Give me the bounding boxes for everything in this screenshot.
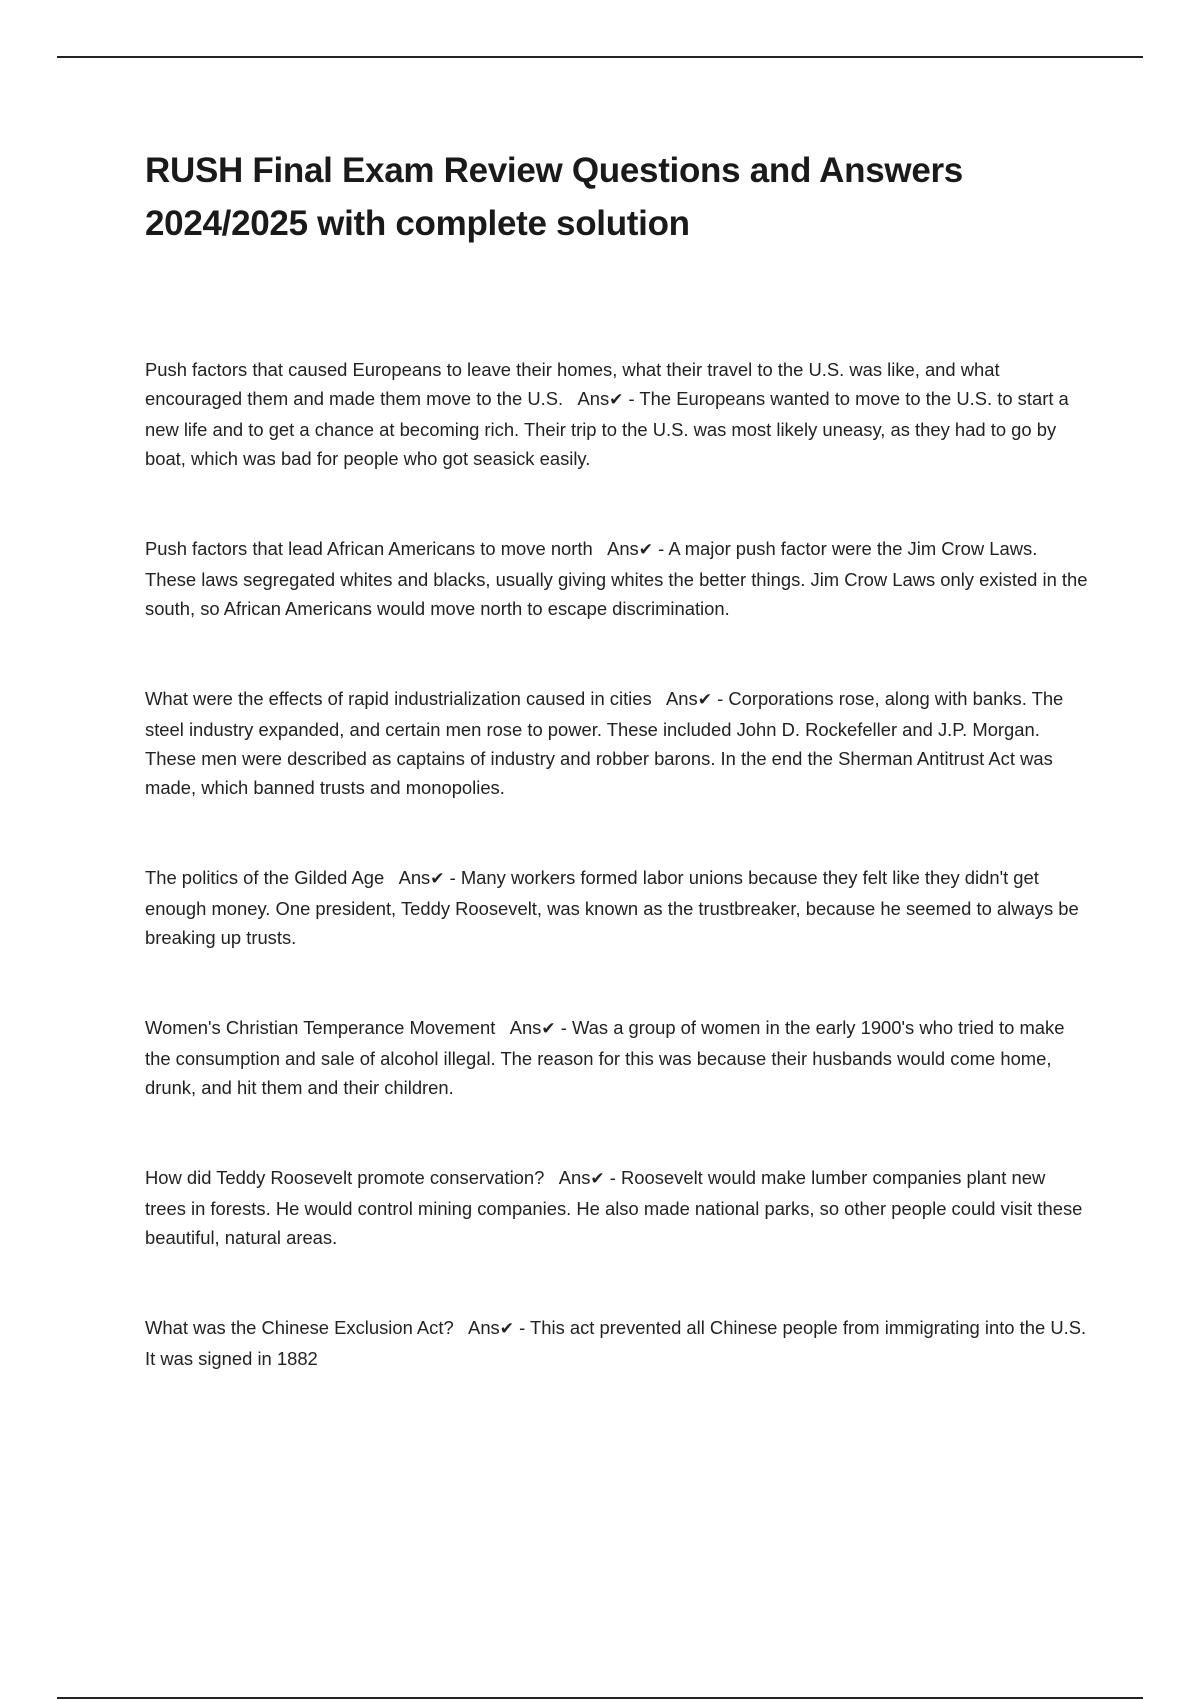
checkmark-icon: ✔	[590, 1169, 605, 1189]
checkmark-icon: ✔	[430, 869, 445, 889]
answer-text: Was a group of women in the early 1900's who tried to make the consumption and sale of alcohol illegal. The reason for this was because their husbands would come home, drunk, and hit them and their children.	[145, 1017, 1065, 1098]
checkmark-icon: ✔	[697, 690, 712, 710]
answer-text: A major push factor were the Jim Crow Laws. These laws segregated whites and blacks, usually giving whites the better things. Jim Crow Laws only existed in the south, so African Americans would move north to escape discrimination.	[145, 538, 1088, 619]
checkmark-icon: ✔	[638, 540, 654, 560]
answer-dash: -	[623, 388, 640, 409]
question-text: What was the Chinese Exclusion Act?	[145, 1317, 454, 1338]
bottom-rule	[57, 1697, 1143, 1699]
answer-label: Ans	[468, 1317, 500, 1338]
checkmark-icon: ✔	[541, 1019, 556, 1039]
top-rule	[57, 56, 1143, 58]
answer-label: Ans	[398, 867, 431, 888]
answer-text: Many workers formed labor unions because they felt like they didn't get enough money. One president, Teddy Roosevelt, was known as the trustbreaker, because he seemed to always be breaking up trusts.	[145, 867, 1079, 948]
question-text: Push factors that caused Europeans to leave their homes, what their travel to the U.S. was like, and what encouraged them and made them move to the U.S.	[145, 359, 1000, 409]
answer-text: This act prevented all Chinese people from immigrating into the U.S. It was signed in 1882	[145, 1317, 1087, 1369]
answer-text: Roosevelt would make lumber companies plant new trees in forests. He would control mining companies. He also made national parks, so other people could visit these beautiful, natural areas.	[145, 1167, 1083, 1248]
qa-item	[145, 863, 1090, 952]
question-text: How did Teddy Roosevelt promote conservation?	[145, 1167, 545, 1188]
question-text: Push factors that lead African Americans to move north	[145, 538, 593, 559]
checkmark-icon: ✔	[499, 1319, 514, 1339]
answer-label: Ans	[607, 538, 639, 559]
qa-item	[145, 355, 1090, 473]
qa-item	[145, 684, 1090, 802]
document-title: RUSH Final Exam Review Questions and Answers 2024/2025 with complete solution	[145, 151, 963, 243]
answer-label: Ans	[666, 688, 698, 709]
answer-dash: -	[711, 688, 729, 709]
answer-dash: -	[444, 867, 461, 888]
answer-dash: -	[514, 1317, 531, 1338]
question-text: The politics of the Gilded Age	[145, 867, 385, 888]
answer-label: Ans	[558, 1167, 591, 1188]
answer-text: Corporations rose, along with banks. The steel industry expanded, and certain men rose to power. These included John D. Rockefeller and J.P. Morgan. These men were described as captains of industry and robber barons. In the end the Sherman Antitrust Act was made, which banned trusts and monopolies.	[145, 688, 1064, 798]
question-text: Women's Christian Temperance Movement	[145, 1017, 496, 1038]
answer-text: The Europeans wanted to move to the U.S. to start a new life and to get a chance at becoming rich. Their trip to the U.S. was most likely uneasy, as they had to go by boat, which was bad for people who got seasick easily.	[145, 388, 1069, 469]
question-text: What were the effects of rapid industrialization caused in cities	[145, 688, 652, 709]
qa-list	[145, 355, 1090, 1434]
qa-item	[145, 534, 1090, 623]
answer-dash: -	[555, 1017, 572, 1038]
qa-item	[145, 1313, 1090, 1373]
answer-dash: -	[653, 538, 669, 559]
answer-label: Ans	[577, 388, 610, 409]
answer-label: Ans	[509, 1017, 542, 1038]
answer-dash: -	[604, 1167, 621, 1188]
qa-item	[145, 1163, 1090, 1252]
checkmark-icon: ✔	[609, 390, 624, 410]
qa-item	[145, 1013, 1090, 1102]
